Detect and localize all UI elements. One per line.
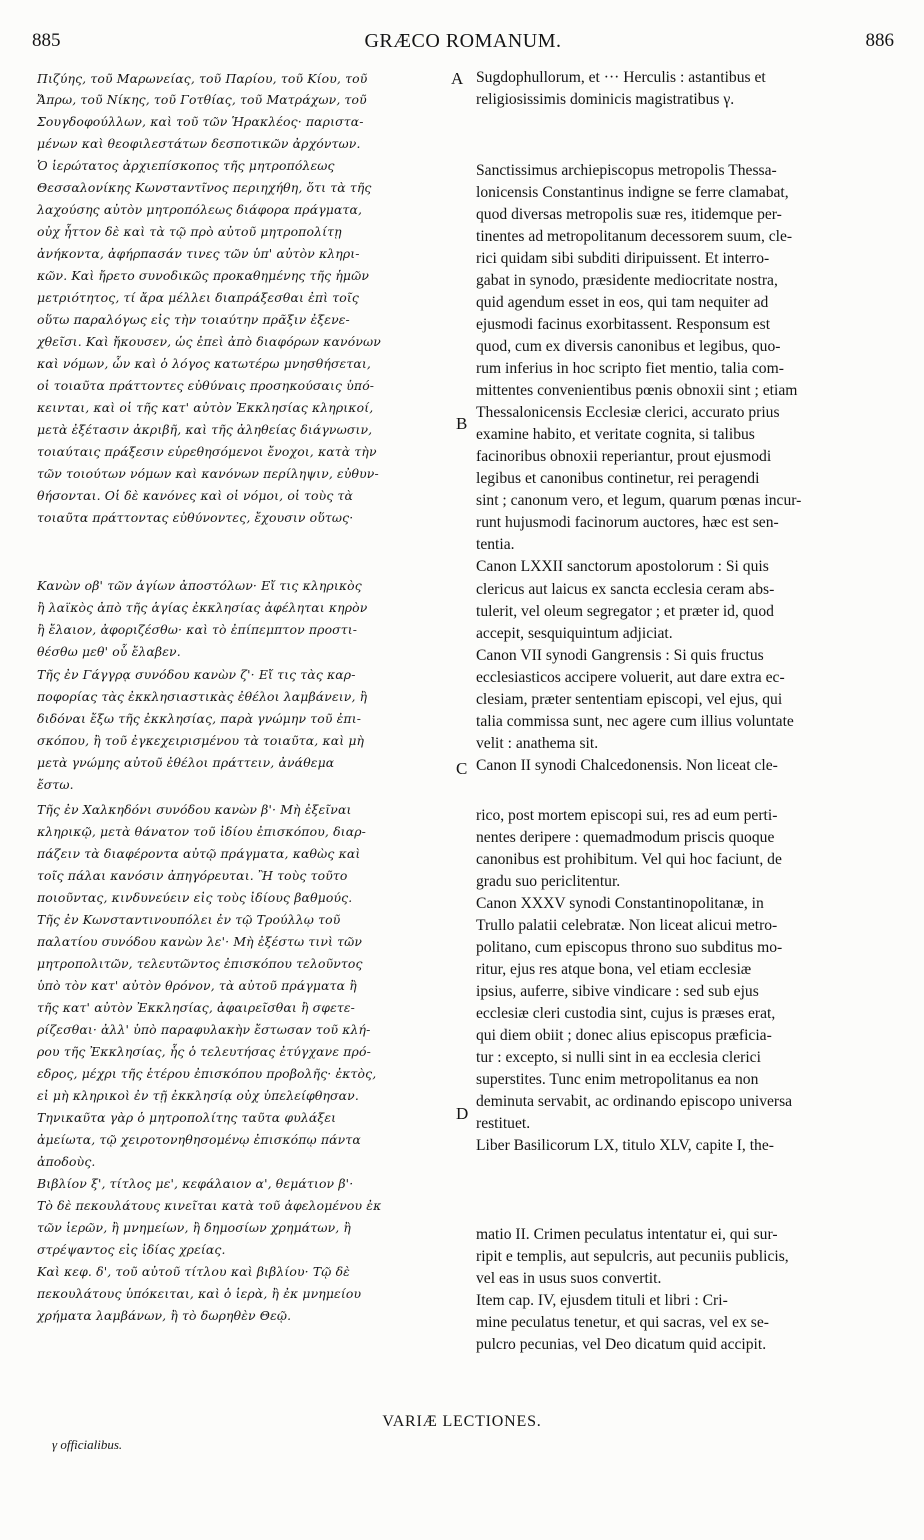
- text-line: ρου τῆς Ἐκκλησίας, ἧς ὁ τελευτήσας ἐτύγχανε πρό-: [37, 1044, 371, 1059]
- margin-letter-b: B: [456, 414, 468, 433]
- text-line: ritur, ejus res atque bona, vel etiam ecclesiæ: [476, 961, 752, 978]
- text-line: canonibus est prohibitum. Vel qui hoc faciunt, de: [476, 851, 782, 868]
- text-line: ripit e templis, aut sepulcris, aut pecuniis publicis,: [476, 1248, 789, 1265]
- text-line: Item cap. IV, ejusdem tituli et libri : Cri-: [476, 1292, 728, 1309]
- text-line: ecclesiasticos accipere voluerit, aut dare extra ec-: [476, 669, 785, 686]
- running-title: GRÆCO ROMANUM.: [364, 30, 562, 52]
- text-line: τῶν τοιούτων νόμων καὶ κανόνων περίληψιν, εὐθυν-: [37, 466, 379, 481]
- text-line: qui diem obiit ; donec alius episcopus præficia-: [476, 1027, 772, 1044]
- text-line: καὶ νόμων, ὧν καὶ ὁ λόγος κατωτέρω μνησθήσεται,: [37, 356, 371, 371]
- text-line: mine peculatus tenetur, et qui sacras, vel ex se-: [476, 1314, 769, 1331]
- text-line: deminuta servabit, ac ordinando episcopo universa: [476, 1093, 793, 1110]
- text-line: Σουγδοφούλλων, καὶ τοῦ τῶν Ἡρακλέος· παριστα-: [37, 114, 364, 129]
- text-line: talia commissa sunt, nec agere cum illius voluntate: [476, 713, 794, 730]
- text-line: χθεῖσι. Καὶ ἤκουσεν, ὡς ἐπεὶ ἀπὸ διαφόρων κανόνων: [37, 334, 381, 349]
- text-line: politano, cum episcopus throno suo subditus mo-: [476, 939, 783, 956]
- text-line: θέσθω μεθ' οὗ ἔλαβεν.: [37, 644, 181, 659]
- text-line: Sugdophullorum, et ··· Herculis : astantibus et: [476, 69, 766, 86]
- text-line: Τηνικαῦτα γὰρ ὁ μητροπολίτης ταῦτα φυλάξει: [37, 1110, 337, 1125]
- text-line: matio II. Crimen peculatus intentatur ei, qui sur-: [476, 1226, 778, 1243]
- margin-letter-d: D: [456, 1104, 469, 1123]
- text-line: κεινται, καὶ οἱ τῆς κατ' αὐτὸν Ἐκκλησίας κληρικοί,: [37, 400, 374, 415]
- text-line: tulerit, vel oleum segregator ; et præter id, quod: [476, 603, 774, 620]
- text-line: runt hujusmodi facinorum auctores, hæc est sen-: [476, 514, 779, 531]
- text-line: διδόναι ἔξω τῆς ἐκκλησίας, παρὰ γνώμην τοῦ ἐπι-: [37, 711, 362, 726]
- text-line: οὕτω παραλόγως εἰς τὴν τοιαύτην πρᾶξιν ἐξενε-: [37, 312, 350, 327]
- margin-letter-c: C: [456, 759, 468, 778]
- text-line: tinentes ad metropolitanum decessorem suum, cle-: [476, 228, 793, 245]
- text-line: Καὶ κεφ. δ', τοῦ αὐτοῦ τίτλου καὶ βιβλίου· Τῷ δὲ: [37, 1264, 350, 1279]
- text-line: μετὰ γνώμης αὐτοῦ ἐθέλοι πράττειν, ἀνάθεμα: [37, 755, 335, 770]
- text-line: ἢ ἔλαιον, ἀφοριζέσθω· καὶ τὸ ἐπίπεμπτον προστι-: [37, 622, 358, 637]
- text-line: χρήματα λαμβάνων, ἢ τὸ δωρηθὲν Θεῷ.: [37, 1308, 292, 1323]
- text-line: παλατίου συνόδου κανὼν λε'· Μὴ ἐξέστω τινὶ τῶν: [37, 934, 363, 949]
- text-line: ἀμείωτα, τῷ χειροτονηθησομένῳ ἐπισκόπῳ πάντα: [37, 1132, 361, 1147]
- text-line: velit : anathema sit.: [476, 735, 599, 752]
- text-line: ἀποδοὺς.: [37, 1154, 96, 1169]
- footnote: γ officialibus.: [52, 1437, 123, 1452]
- text-line: ποιοῦντας, κινδυνεύειν εἰς τοὺς ἰδίους βαθμούς.: [37, 890, 353, 905]
- text-line: τῶν ἱερῶν, ἢ μνημείων, ἢ δημοσίων χρημάτων, ἢ: [37, 1220, 352, 1235]
- text-line: Θεσσαλονίκης Κωνσταντῖνος περιηχήθη, ὅτι τὰ τῆς: [37, 180, 372, 195]
- text-line: facinoribus obnoxii reperiantur, prout ejusmodi: [476, 448, 772, 465]
- text-line: εδρος, μέχρι τῆς ἑτέρου ἐπισκόπου προβολῆς· ἐκτὸς,: [37, 1066, 377, 1081]
- text-line: quid agendum esset in eos, qui tam nequiter ad: [476, 294, 769, 311]
- text-line: superstites. Tunc enim metropolitanus ea non: [476, 1071, 759, 1088]
- text-line: εἰ μὴ κληρικοὶ ἐν τῇ ἐκκλησίᾳ οὐχ ὑπελείφθησαν.: [37, 1088, 359, 1103]
- text-line: Ὁ ἱερώτατος ἀρχιεπίσκοπος τῆς μητροπόλεως: [37, 158, 335, 173]
- text-line: πάζειν τὰ διαφέροντα αὐτῷ πράγματα, καθὼς καὶ: [37, 846, 361, 861]
- text-line: κῶν. Καὶ ἤρετο συνοδικῶς προκαθημένης τῆς ἡμῶν: [37, 268, 370, 283]
- text-line: τῆς κατ' αὐτὸν Ἐκκλησίας, ἀφαιρεῖσθαι ἢ σφετε-: [37, 1000, 356, 1015]
- text-line: quod diversas metropolis suæ res, itidemque per-: [476, 206, 782, 223]
- text-line: Κανὼν οβ' τῶν ἁγίων ἀποστόλων· Εἴ τις κληρικὸς: [37, 578, 362, 593]
- text-line: θήσονται. Οἱ δὲ κανόνες καὶ οἱ νόμοι, οἱ τοὺς τὰ: [37, 488, 354, 503]
- text-line: κληρικῷ, μετὰ θάνατον τοῦ ἰδίου ἐπισκόπου, διαρ-: [37, 824, 366, 839]
- text-line: ipsius, auferre, sibive vindicare : sed sub ejus: [476, 983, 759, 1000]
- text-line: clericus aut laicus ex sancta ecclesia ceram abs-: [476, 581, 775, 598]
- page-header: [30, 30, 896, 56]
- text-line: ἀνήκοντα, ἀφήρπασάν τινες τῶν ὑπ' αὐτὸν κληρι-: [37, 246, 360, 261]
- text-line: rici quidam sibi subditi diripuissent. Et interro-: [476, 250, 770, 267]
- text-line: τοιαύταις πράξεσιν εὑρεθησόμενοι ἔνοχοι, κατὰ τὴν: [37, 444, 377, 459]
- text-line: Τῆς ἐν Χαλκηδόνι συνόδου κανὼν β'· Μὴ ἐξεῖναι: [37, 802, 352, 817]
- text-line: restituet.: [476, 1115, 531, 1132]
- text-line: Τῆς ἐν Γάγγρᾳ συνόδου κανὼν ζ'· Εἴ τις τὰς καρ-: [37, 667, 356, 682]
- text-line: Τὸ δὲ πεκουλάτους κινεῖται κατὰ τοῦ ἀφελομένου ἐκ: [37, 1198, 382, 1213]
- text-line: Πιζύης, τοῦ Μαρωνείας, τοῦ Παρίου, τοῦ Κίου, τοῦ: [37, 71, 368, 86]
- text-line: tentia.: [476, 536, 515, 553]
- text-line: ποφορίας τὰς ἐκκλησιαστικὰς ἐθέλοι λαμβάνειν, ἢ: [37, 689, 368, 704]
- text-line: Τῆς ἐν Κωνσταντινουπόλει ἐν τῷ Τρούλλῳ τοῦ: [37, 912, 341, 927]
- text-line: pulcro pecunias, vel Deo dicatum quid accipit.: [476, 1336, 767, 1353]
- text-line: Thessalonicensis Ecclesiæ clerici, accurato prius: [476, 404, 780, 421]
- text-line: examine habito, et veritate cognita, si talibus: [476, 426, 755, 443]
- text-line: legibus et canonibus continetur, rei peragendi: [476, 470, 760, 487]
- text-line: οἱ τοιαῦτα πράττοντες εὐθύναις προσηκούσαις ὑπό-: [37, 378, 375, 393]
- text-line: nentes deripere : quemadmodum priscis quoque: [476, 829, 775, 846]
- left-page-number: 885: [32, 30, 61, 51]
- text-line: Sanctissimus archiepiscopus metropolis Thessa-: [476, 162, 777, 179]
- text-line: sint ; canonum vero, et legum, quarum pœnas incur-: [476, 492, 802, 509]
- variae-lectiones-heading: VARIÆ LECTIONES.: [382, 1413, 542, 1430]
- text-line: quod, cum ex diversis canonibus et legibus, quo-: [476, 338, 781, 355]
- margin-letter-a: A: [451, 69, 464, 88]
- text-line: gradu suo periclitentur.: [476, 873, 621, 890]
- text-line: Canon VII synodi Gangrensis : Si quis fructus: [476, 647, 764, 664]
- text-line: clesiam, præter sententiam episcopi, vel ejus, qui: [476, 691, 783, 708]
- text-line: τοῖς πάλαι κανόσιν ἀπηγόρευται. Ἢ τοὺς τοῦτο: [37, 868, 348, 883]
- text-line: ecclesiæ cleri custodia sint, cujus is præses erat,: [476, 1005, 776, 1022]
- text-line: τοιαῦτα πράττοντας εὐθύνοντες, ἔχουσιν οὕτως·: [37, 510, 354, 525]
- text-line: Canon XXXV synodi Constantinopolitanæ, in: [476, 895, 764, 912]
- text-line: Ἄπρω, τοῦ Νίκης, τοῦ Γοτθίας, τοῦ Ματράχων, τοῦ: [37, 92, 367, 107]
- text-line: στρέψαντος εἰς ἰδίας χρείας.: [37, 1242, 226, 1257]
- text-line: Βιβλίον ξ', τίτλος με', κεφάλαιον α', θεμάτιον β'·: [37, 1176, 354, 1191]
- text-line: mittentes convenientibus pœnis obnoxii sint ; etiam: [476, 382, 798, 399]
- text-line: σκόπου, ἢ τοῦ ἐγκεχειρισμένου τὰ τοιαῦτα, καὶ μὴ: [37, 733, 365, 748]
- text-line: ὑπὸ τὸν κατ' αὐτὸν θρόνον, τὰ αὐτοῦ πράγματα ἢ: [37, 978, 357, 993]
- text-line: ἔστω.: [37, 777, 74, 792]
- text-line: ρίζεσθαι· ἀλλ' ὑπὸ παραφυλακὴν ἔστωσαν τοῦ κλή-: [37, 1022, 371, 1037]
- text-line: Canon LXXII sanctorum apostolorum : Si quis: [476, 558, 769, 575]
- text-line: accepit, sesquiquintum adjiciat.: [476, 625, 673, 642]
- text-line: οὐχ ἧττον δὲ καὶ τὰ τῷ πρὸ αὐτοῦ μητροπολίτῃ: [37, 224, 342, 239]
- text-line: rico, post mortem episcopi sui, res ad eum perti-: [476, 807, 778, 824]
- text-line: μένων καὶ θεοφιλεστάτων δεσποτικῶν ἀρχόντων.: [37, 136, 361, 151]
- text-line: gabat in synodo, præsidente mediocritate nostra,: [476, 272, 778, 289]
- text-line: Canon II synodi Chalcedonensis. Non liceat cle-: [476, 757, 778, 774]
- text-line: μητροπολιτῶν, τελευτῶντος ἐπισκόπου τελοῦντος: [37, 956, 363, 971]
- text-line: μετριότητος, τί ἄρα μέλλει διαπράξεσθαι ἐπὶ τοῖς: [37, 290, 359, 305]
- text-line: Trullo palatii celebratæ. Non liceat alicui metro-: [476, 917, 778, 934]
- text-line: λαχούσης αὐτὸν μητροπόλεως διάφορα πράγματα,: [37, 202, 363, 217]
- text-line: rum inferius in hoc scripto fiet mentio, talia com-: [476, 360, 784, 377]
- text-line: ἢ λαϊκὸς ἀπὸ τῆς ἁγίας ἐκκλησίας ἀφέληται κηρὸν: [37, 600, 368, 615]
- text-line: vel eas in usus suos convertit.: [476, 1270, 662, 1287]
- text-line: πεκουλάτους ὑπόκειται, καὶ ὁ ἱερὰ, ἢ ἐκ μνημείου: [37, 1286, 362, 1301]
- right-page-number: 886: [865, 30, 894, 51]
- text-line: lonicensis Constantinus indigne se ferre clamabat,: [476, 184, 789, 201]
- text-line: tur : excepto, si nulli sint in ea ecclesia clerici: [476, 1049, 761, 1066]
- text-line: ejusmodi facinus exorbitassent. Responsum est: [476, 316, 771, 333]
- text-line: religiosissimis dominicis magistratibus γ.: [476, 91, 735, 108]
- text-line: μετὰ ἐξέτασιν ἀκριβῆ, καὶ τῆς ἀληθείας διάγνωσιν,: [37, 422, 373, 437]
- text-line: Liber Basilicorum LX, titulo XLV, capite I, the-: [476, 1137, 774, 1154]
